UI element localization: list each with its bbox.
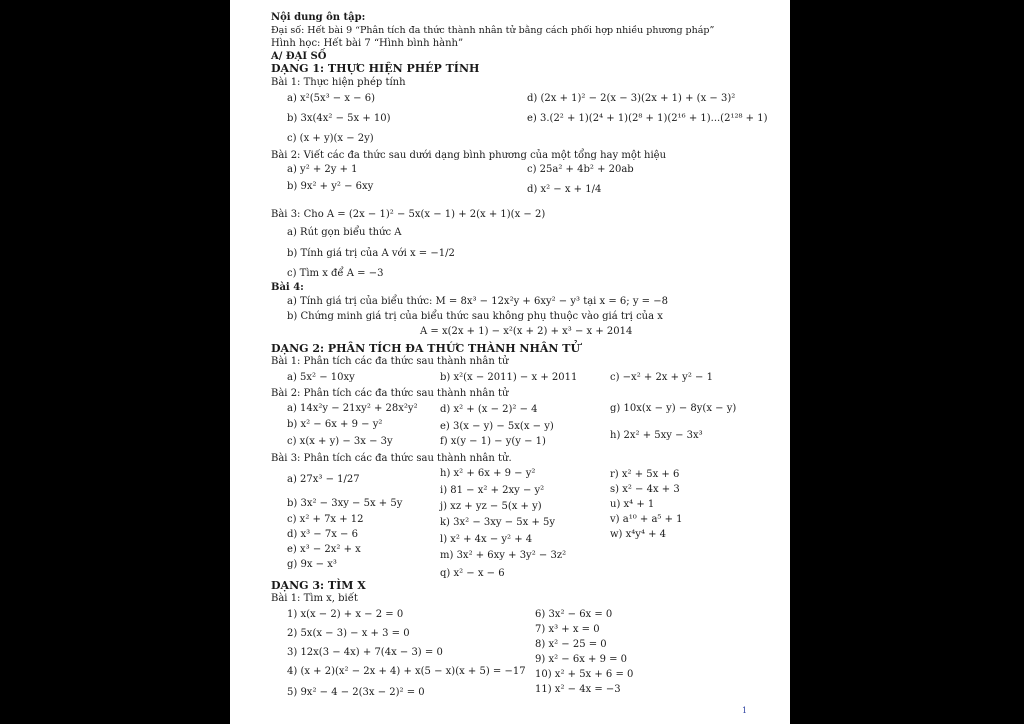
list-item: 1) x(x − 2) + x − 2 = 0: [287, 609, 404, 620]
d1-b2-c: c) 25a² + 4b² + 20ab: [527, 164, 634, 175]
list-item: 8) x² − 25 = 0: [535, 639, 607, 650]
list-item: g) 9x − x³: [287, 559, 337, 570]
d2-b2-g: g) 10x(x − y) − 8y(x − y): [610, 403, 737, 414]
d3-bai1-title: Bài 1: Tìm x, biết: [271, 593, 358, 604]
d1-b2-d: d) x² − x + 1/4: [527, 184, 602, 195]
list-item: s) x² − 4x + 3: [610, 484, 680, 495]
list-item: 7) x³ + x = 0: [535, 624, 600, 635]
d1-b2-b: b) 9x² + y² − 6xy: [287, 181, 374, 192]
d1-bai3-title: Bài 3: Cho A = (2x − 1)² − 5x(x − 1) + 2(x + 1)(x − 2): [271, 209, 546, 220]
list-item: v) a¹⁰ + a⁵ + 1: [610, 514, 683, 525]
d1-bai1-title: Bài 1: Thực hiện phép tính: [271, 77, 406, 88]
d2-bai2-title: Bài 2: Phân tích các đa thức sau thành nhân tử: [271, 388, 509, 399]
d1-b4-expr: A = x(2x + 1) − x²(x + 2) + x³ − x + 2014: [420, 326, 633, 337]
d1-b1-b: b) 3x(4x² − 5x + 10): [287, 113, 391, 124]
list-item: j) xz + yz − 5(x + y): [440, 501, 542, 512]
d2-b1-a: a) 5x² − 10xy: [287, 372, 355, 383]
d1-b1-e: e) 3.(2² + 1)(2⁴ + 1)(2⁸ + 1)(2¹⁶ + 1)...(2¹²⁸ + 1): [527, 113, 768, 124]
list-item: 5) 9x² − 4 − 2(3x − 2)² = 0: [287, 687, 425, 698]
d1-b1-d: d) (2x + 1)² − 2(x − 3)(2x + 1) + (x − 3)²: [527, 93, 736, 104]
algebra-scope: Đại số: Hết bài 9 “Phân tích đa thức thành nhân tử bằng cách phối hợp nhiều phương pháp”: [271, 25, 715, 36]
list-item: h) x² + 6x + 9 − y²: [440, 468, 536, 479]
d1-b1-c: c) (x + y)(x − 2y): [287, 133, 374, 144]
list-item: u) x⁴ + 1: [610, 499, 655, 510]
d2-b2-h: h) 2x² + 5xy − 3x³: [610, 430, 703, 441]
d1-bai4-title: Bài 4:: [271, 282, 304, 293]
d1-b3-b: b) Tính giá trị của A với x = −1/2: [287, 248, 455, 259]
list-item: c) x² + 7x + 12: [287, 514, 364, 525]
dang1-heading: DẠNG 1: THỰC HIỆN PHÉP TÍNH: [271, 62, 480, 75]
list-item: 10) x² + 5x + 6 = 0: [535, 669, 634, 680]
list-item: 6) 3x² − 6x = 0: [535, 609, 613, 620]
list-item: e) x³ − 2x² + x: [287, 544, 361, 555]
geometry-scope: Hình học: Hết bài 7 “Hình bình hành”: [271, 38, 464, 49]
d1-b3-a: a) Rút gọn biểu thức A: [287, 227, 402, 238]
list-item: l) x² + 4x − y² + 4: [440, 534, 533, 545]
d2-b2-f: f) x(y − 1) − y(y − 1): [440, 436, 546, 447]
list-item: d) x³ − 7x − 6: [287, 529, 358, 540]
list-item: w) x⁴y⁴ + 4: [610, 529, 667, 540]
d2-b2-e: e) 3(x − y) − 5x(x − y): [440, 421, 554, 432]
d2-bai3-title: Bài 3: Phân tích các đa thức sau thành nhân tử.: [271, 453, 512, 464]
list-item: q) x² − x − 6: [440, 568, 505, 579]
d1-b4-a: a) Tính giá trị của biểu thức: M = 8x³ − 12x²y + 6xy² − y³ tại x = 6; y = −8: [287, 296, 668, 307]
part-a-heading: A/ ĐẠI SỐ: [271, 51, 327, 62]
list-item: i) 81 − x² + 2xy − y²: [440, 485, 545, 496]
d2-b2-b: b) x² − 6x + 9 − y²: [287, 419, 383, 430]
list-item: 3) 12x(3 − 4x) + 7(4x − 3) = 0: [287, 647, 443, 658]
list-item: b) 3x² − 3xy − 5x + 5y: [287, 498, 403, 509]
d2-b2-a: a) 14x²y − 21xy² + 28x²y²: [287, 403, 418, 414]
dang2-heading: DẠNG 2: PHÂN TÍCH ĐA THỨC THÀNH NHÂN TỬ: [271, 342, 581, 355]
d2-b1-c: c) −x² + 2x + y² − 1: [610, 372, 713, 383]
dang3-heading: DẠNG 3: TÌM X: [271, 579, 366, 592]
d1-bai2-title: Bài 2: Viết các đa thức sau dưới dạng bình phương của một tổng hay một hiệu: [271, 150, 667, 161]
list-item: a) 27x³ − 1/27: [287, 474, 360, 485]
list-item: 11) x² − 4x = −3: [535, 684, 621, 695]
document-page: [230, 0, 790, 724]
list-item: 4) (x + 2)(x² − 2x + 4) + x(5 − x)(x + 5) = −17: [287, 666, 526, 677]
review-title: Nội dung ôn tập:: [271, 12, 366, 23]
d1-b2-a: a) y² + 2y + 1: [287, 164, 358, 175]
d1-b4-b: b) Chứng minh giá trị của biểu thức sau không phụ thuộc vào giá trị của x: [287, 311, 663, 322]
d1-b3-c: c) Tìm x để A = −3: [287, 268, 384, 279]
list-item: r) x² + 5x + 6: [610, 469, 680, 480]
list-item: 9) x² − 6x + 9 = 0: [535, 654, 628, 665]
d2-bai1-title: Bài 1: Phân tích các đa thức sau thành nhân tử: [271, 356, 509, 367]
d1-b1-a: a) x²(5x³ − x − 6): [287, 93, 375, 104]
d2-b2-d: d) x² + (x − 2)² − 4: [440, 404, 538, 415]
list-item: m) 3x² + 6xy + 3y² − 3z²: [440, 550, 567, 561]
list-item: k) 3x² − 3xy − 5x + 5y: [440, 517, 556, 528]
d2-b2-c: c) x(x + y) − 3x − 3y: [287, 436, 393, 447]
list-item: 2) 5x(x − 3) − x + 3 = 0: [287, 628, 410, 639]
page-number: 1: [742, 706, 748, 715]
d2-b1-b: b) x²(x − 2011) − x + 2011: [440, 372, 578, 383]
